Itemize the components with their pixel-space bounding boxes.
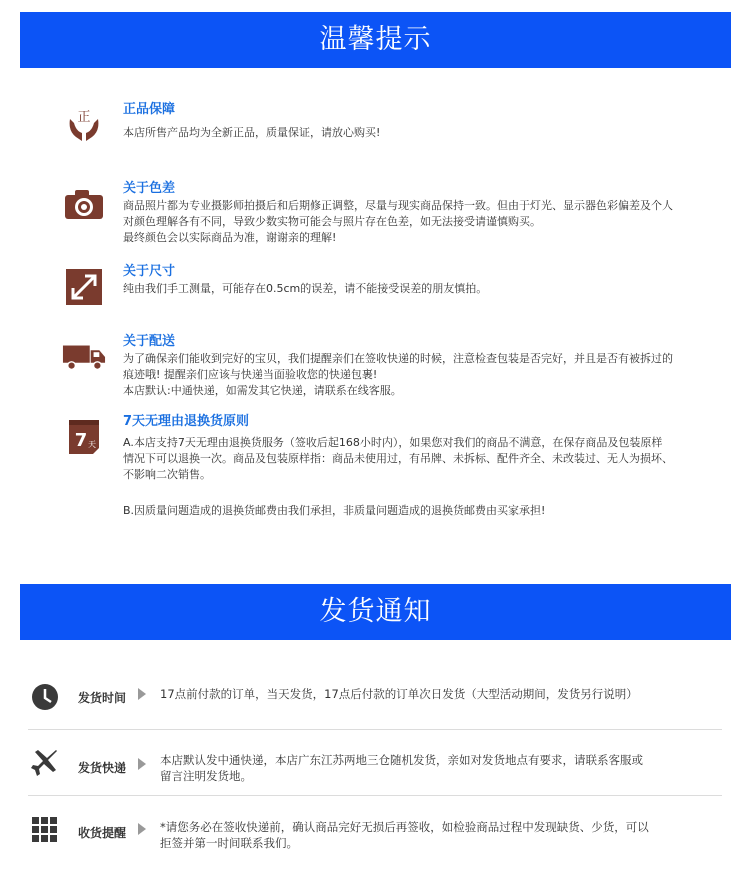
shipping-label: 收货提醒 xyxy=(78,826,127,840)
notice-title: 关于尺寸 xyxy=(123,264,176,279)
notice-title: 7天无理由退换货原则 xyxy=(123,414,250,429)
truck-icon xyxy=(62,337,106,377)
notice-title: 关于色差 xyxy=(123,181,176,196)
genuine-hands-icon xyxy=(62,105,106,145)
notice-line: 本店默认:中通快递，如需发其它快递，请联系在线客服。 xyxy=(123,384,402,397)
notice-line: 情况下可以退换一次。商品及包装原样指：商品未使用过，有吊牌、未拆标、配件齐全、未改装过、无人为损坏、 xyxy=(123,452,673,465)
triangle-right-icon xyxy=(138,688,146,700)
notice-title: 正品保障 xyxy=(123,102,176,117)
airplane-icon xyxy=(30,748,60,778)
notice-line: 不影响二次销售。 xyxy=(123,468,211,481)
notice-line: A.本店支持7天无理由退换货服务（签收后起168小时内），如果您对我们的商品不满意，在保存商品及包装原样 xyxy=(123,436,663,449)
shipping-text: 拒签并第一时间联系我们。 xyxy=(160,836,298,850)
calendar-unit: 天 xyxy=(88,440,96,449)
triangle-right-icon xyxy=(138,823,146,835)
divider xyxy=(28,729,722,730)
shipping-banner xyxy=(20,584,731,640)
calendar-7-icon xyxy=(62,417,106,457)
notice-line: 为了确保亲们能收到完好的宝贝，我们提醒亲们在签收快递的时候，注意检查包装是否完好，并且是否有被拆过的 xyxy=(123,352,673,365)
notice-line: 商品照片都为专业摄影师拍摄后和后期修正调整，尽量与现实商品保持一致。但由于灯光、显示器色彩偏差及个人 xyxy=(123,199,673,212)
tips-banner-title: 温馨提示 xyxy=(319,24,432,55)
notice-line: 最终颜色会以实际商品为准，谢谢亲的理解! xyxy=(123,231,337,244)
notice-line: 纯由我们手工测量，可能存在0.5cm的误差，请不能接受误差的朋友慎拍。 xyxy=(123,282,488,295)
shipping-text: 17点前付款的订单，当天发货，17点后付款的订单次日发货（大型活动期间，发货另行说明） xyxy=(160,687,638,701)
shipping-banner-title: 发货通知 xyxy=(319,596,432,627)
svg-text:正: 正 xyxy=(77,110,91,125)
divider xyxy=(28,795,722,796)
triangle-right-icon xyxy=(138,758,146,770)
notice-title: 关于配送 xyxy=(123,334,176,349)
notice-line: 本店所售产品均为全新正品，质量保证，请放心购买! xyxy=(123,126,381,139)
camera-icon xyxy=(62,184,106,224)
grid-icon xyxy=(30,815,60,845)
shipping-text: 留言注明发货地。 xyxy=(160,769,252,783)
shipping-label: 发货时间 xyxy=(78,691,127,705)
calendar-day: 7 xyxy=(74,430,88,451)
notice-line: 痕迹哦! 提醒亲们应该与快递当面验收您的快递包裹! xyxy=(123,368,378,381)
clock-icon xyxy=(30,682,60,712)
tips-banner xyxy=(20,12,731,68)
notice-line: 对颜色理解各有不同，导致少数实物可能会与照片存在色差，如无法接受请谨慎购买。 xyxy=(123,215,541,228)
shipping-text: 本店默认发中通快递，本店广东江苏两地三仓随机发货，亲如对发货地点有要求，请联系客服或 xyxy=(160,753,643,767)
notice-line: B.因质量问题造成的退换货邮费由我们承担，非质量问题造成的退换货邮费由买家承担! xyxy=(123,504,546,517)
shipping-text: *请您务必在签收快递前，确认商品完好无损后再签收，如检验商品过程中发现缺货、少货，可以 xyxy=(160,820,649,834)
shipping-label: 发货快递 xyxy=(78,761,127,775)
resize-arrow-icon xyxy=(62,267,106,307)
